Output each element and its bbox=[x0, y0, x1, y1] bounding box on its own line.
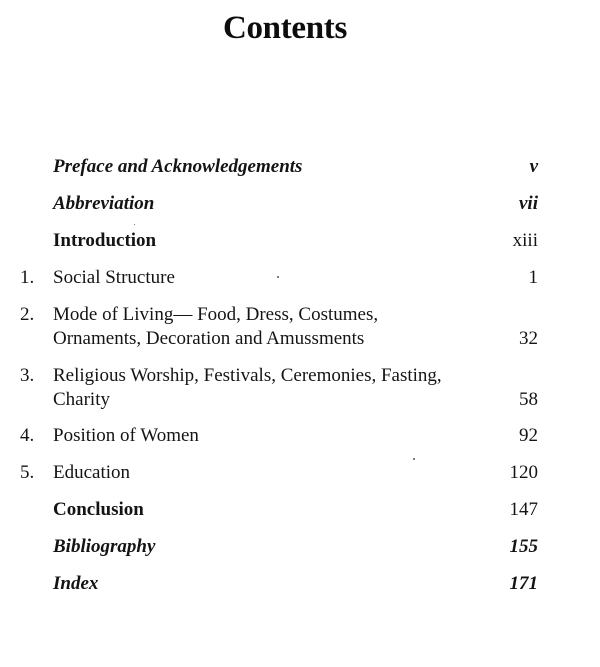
page-title: Contents bbox=[222, 10, 348, 46]
scan-speck bbox=[134, 224, 135, 225]
toc-entry-page-number: 147 bbox=[509, 499, 538, 520]
toc-entry-number: 1. bbox=[20, 267, 35, 288]
toc-entry-title: Bibliography bbox=[53, 536, 156, 557]
toc-entry-page-number: 92 bbox=[519, 425, 538, 446]
toc-entry-title: Education bbox=[53, 462, 131, 483]
toc-entry-page-number: 171 bbox=[509, 573, 538, 594]
toc-entry-page-number: 58 bbox=[519, 389, 538, 410]
toc-entry-page-number: vii bbox=[519, 193, 538, 214]
toc-entry-page-number: xiii bbox=[512, 230, 538, 251]
toc-entry-title: Introduction bbox=[53, 230, 157, 251]
toc-entry-title: Preface and Acknowledgements bbox=[53, 156, 303, 177]
toc-entry-title: Abbreviation bbox=[53, 193, 155, 214]
toc-entry-page-number: 32 bbox=[519, 328, 538, 349]
toc-entry-page-number: 120 bbox=[509, 462, 538, 483]
toc-entry-number: 4. bbox=[20, 425, 35, 446]
toc-entry-title: Social Structure bbox=[53, 267, 175, 288]
toc-entry-number: 5. bbox=[20, 462, 35, 483]
toc-entry-page-number: 155 bbox=[509, 536, 538, 557]
toc-entry-title: Index bbox=[53, 573, 99, 594]
toc-entry-title: Mode of Living— Food, Dress, Costumes, Ornaments, Decoration and Amussments bbox=[53, 304, 379, 349]
scan-speck bbox=[413, 458, 415, 460]
toc-entry-page-number: 1 bbox=[528, 267, 538, 288]
toc-entry-number: 3. bbox=[20, 365, 35, 386]
scan-speck bbox=[277, 276, 279, 278]
toc-entry-title: Conclusion bbox=[53, 499, 144, 520]
toc-entry-title: Religious Worship, Festivals, Ceremonies, Fasting, Charity bbox=[53, 365, 442, 410]
toc-entry-page-number: v bbox=[529, 156, 538, 177]
toc-entry-title: Position of Women bbox=[53, 425, 199, 446]
toc-entry-number: 2. bbox=[20, 304, 35, 325]
